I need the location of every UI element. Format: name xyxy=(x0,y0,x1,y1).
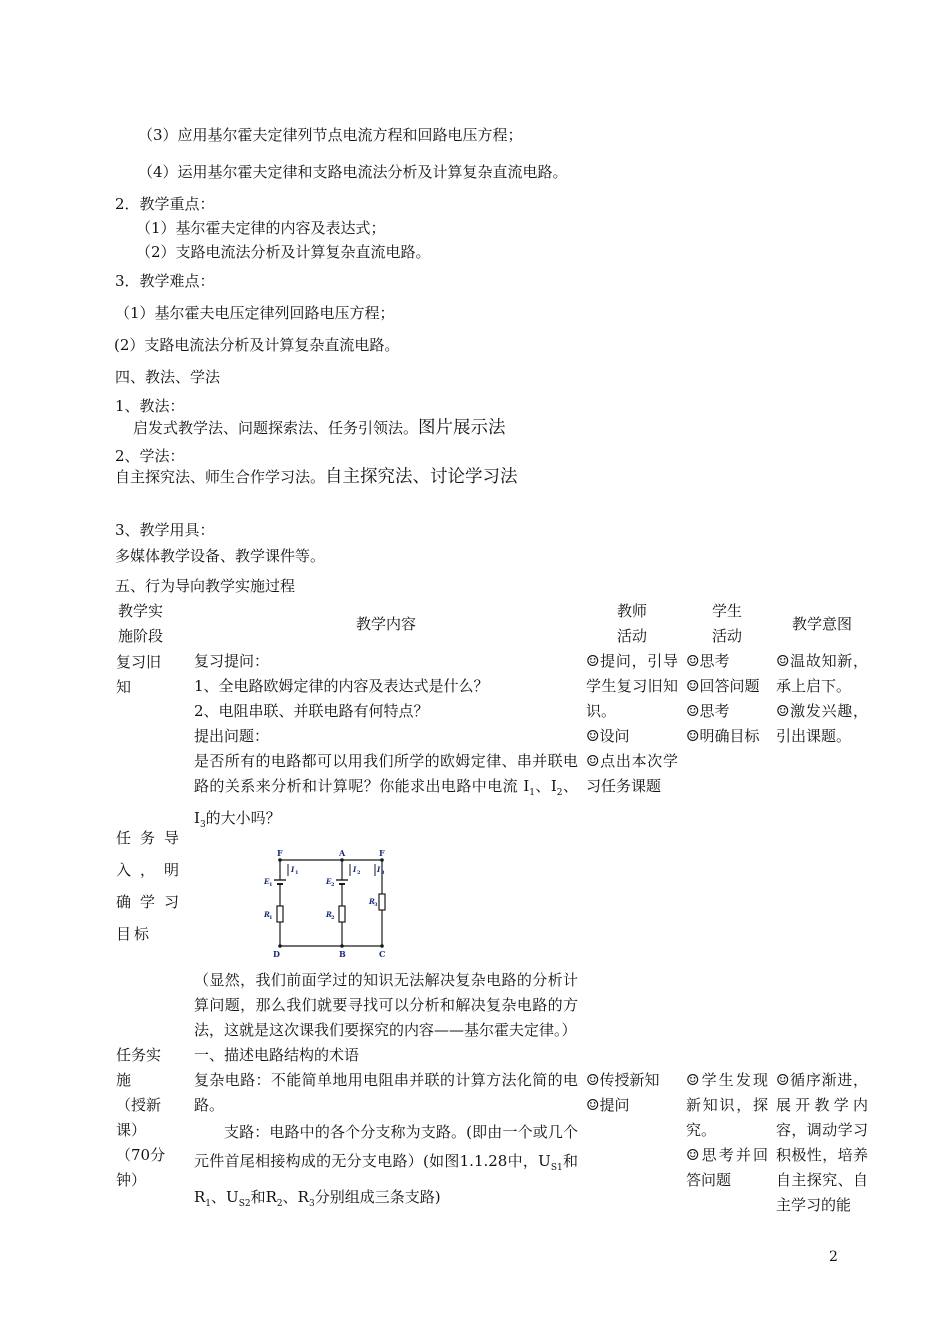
header-teacher: 教师 活动 xyxy=(616,602,647,645)
label-e1: E xyxy=(264,877,270,886)
node-f-right xyxy=(380,858,384,862)
row1-student: ☺思考 ☺回答问题 ☺思考 ☺明确目标 xyxy=(686,652,760,745)
header-intent: 教学意图 xyxy=(791,614,852,633)
label-e2-sub: 2 xyxy=(331,882,335,888)
learning-method xyxy=(115,467,518,487)
objective-3: （3）应用基尔霍夫定律列节点电流方程和回路电压方程； xyxy=(138,126,523,144)
circuit-diagram xyxy=(256,842,392,964)
node-a xyxy=(340,858,344,862)
teaching-method-extra: 图片展示法 xyxy=(418,418,506,438)
difficulty-1: （1）基尔霍夫电压定律列回路电压方程； xyxy=(115,304,395,322)
label-r1: R xyxy=(264,910,270,919)
learning-method-text: 自主探究法、师生合作学习法。 xyxy=(115,468,326,486)
row3-student: ☺学生发现新知识，探究。 ☺思考并回答问题 xyxy=(686,1071,768,1189)
tools-heading: 3、教学用具： xyxy=(115,521,215,539)
label-r2-sub: 2 xyxy=(331,915,335,921)
resistor-r1 xyxy=(277,906,283,922)
label-e2: E xyxy=(326,877,332,886)
row1-stage: 复习旧知 任务导入，明确学习目标 xyxy=(112,649,190,1043)
label-i3: I xyxy=(377,865,381,874)
row1-teacher: ☺提问，引导学生复习旧知识。 ☺设问 ☺点出本次学习任务课题 xyxy=(586,652,678,795)
key-point-1: （1）基尔霍夫定律的内容及表达式； xyxy=(136,219,386,237)
label-d: D xyxy=(273,949,280,959)
section4-heading: 四、教法、学法 xyxy=(115,368,221,386)
node-d xyxy=(278,944,282,948)
row3-content: 一、描述电路结构的术语 复杂电路：不能简单地用电阻串并联的计算方法化简的电路。 支路：电路中的各个分支称为支路。(即由一个或几个元件首尾相接构成的无分支电路）(如图1.1.28中，$U_{S1}$和$R_1$、$U_{S2}$和$R_2$、$R_3$分别组成三条支路) xyxy=(190,1043,582,1219)
label-i2: I xyxy=(353,865,357,874)
label-i1-sub: 1 xyxy=(295,870,299,876)
node-c xyxy=(380,944,384,948)
row2-stage: 任务导入，明确学习目标 xyxy=(116,829,182,943)
resistor-r3 xyxy=(379,894,385,910)
label-f-right: F xyxy=(379,848,385,858)
node-f-left xyxy=(278,858,282,862)
page-number: 2 xyxy=(829,1249,838,1265)
row1-content: 复习提问： 1、全电路欧姆定律的内容及表达式是什么？ 2、电阻串联、并联电路有何特点？ 提出问题： 是否所有的电路都可以用我们所学的欧姆定律、串并联电路的关系来分析和计算呢？你能求出电路中电流 $I_1$、$I_2$、$I_3$的大小吗？ F A F D B C E 1 E 2 R 1 R 2 R 3 I 1 I 2 I 3 （显然，我们前面学过的知识无法解决复杂电路的分析计算问题，那么我们就要寻找可以分析和解决复杂电路的方法，这就是这次课我们要探究的内容——基尔霍夫定律。） xyxy=(190,649,582,1043)
key-point-2: （2）支路电流法分析及计算复杂直流电路。 xyxy=(136,243,431,261)
teaching-method-heading: 1、教法： xyxy=(115,397,185,415)
label-b: B xyxy=(339,949,346,959)
label-r1-sub: 1 xyxy=(269,915,273,921)
row3-intent: ☺循序渐进，展开教学内容，调动学习积极性，培养自主探究、自主学习的能 xyxy=(776,1071,868,1214)
section5-heading: 五、行为导向教学实施过程 xyxy=(115,577,296,595)
table-row xyxy=(112,649,872,1043)
row1-question: 是否所有的电路都可以用我们所学的欧姆定律、串并联电路的关系来分析和计算呢？你能求出电路中电流 $I_1$、$I_2$、$I_3$的大小吗？ xyxy=(194,752,578,830)
node-b xyxy=(340,944,344,948)
teaching-method-text: 启发式教学法、问题探索法、任务引领法。 xyxy=(133,419,419,437)
label-r2: R xyxy=(326,910,332,919)
teaching-method xyxy=(133,418,506,438)
resistor-r2 xyxy=(339,906,345,922)
table-header-row xyxy=(112,599,872,649)
tools: 多媒体教学设备、教学课件等。 xyxy=(115,547,326,565)
label-r3: R xyxy=(369,897,375,906)
row3-branch: 支路：电路中的各个分支称为支路。(即由一个或几个元件首尾相接构成的无分支电路）(如图1.1.28中，$U_{S1}$和$R_1$、$U_{S2}$和$R_2$、$R_3$分别组成三条支路) xyxy=(194,1123,578,1209)
row3-stage: 任务实施 （授新课） （70分钟） xyxy=(116,1046,166,1189)
teaching-process-table xyxy=(112,599,872,1219)
header-stage: 教学实 施阶段 xyxy=(118,602,164,645)
key-points-heading: 2．教学重点： xyxy=(115,195,215,213)
learning-method-heading: 2、学法： xyxy=(115,447,185,465)
difficulty-2: (2）支路电流法分析及计算复杂直流电路。 xyxy=(114,336,400,354)
header-student: 学生 活动 xyxy=(711,602,742,645)
header-content: 教学内容 xyxy=(355,614,416,633)
label-i2-sub: 2 xyxy=(357,870,361,876)
label-c: C xyxy=(379,949,386,959)
label-e1-sub: 1 xyxy=(269,882,273,888)
label-i3-sub: 3 xyxy=(381,870,385,876)
table-row xyxy=(112,1043,872,1219)
difficulties-heading: 3．教学难点： xyxy=(115,272,215,290)
row1-intent: ☺温故知新，承上启下。 ☺激发兴趣，引出课题。 xyxy=(776,652,868,745)
row3-teacher: ☺传授新知 ☺提问 xyxy=(586,1071,660,1114)
label-r3-sub: 3 xyxy=(374,902,378,908)
learning-method-extra: 自主探究法、讨论学习法 xyxy=(325,467,518,487)
row2-explain: （显然，我们前面学过的知识无法解决复杂电路的分析计算问题，那么我们就要寻找可以分析和解决复杂电路的方法，这就是这次课我们要探究的内容——基尔霍夫定律。） xyxy=(194,971,578,1039)
label-a: A xyxy=(339,848,346,858)
objective-4: （4）运用基尔霍夫定律和支路电流法分析及计算复杂直流电路。 xyxy=(138,163,568,181)
label-i1: I xyxy=(291,865,295,874)
label-f-left: F xyxy=(277,848,283,858)
